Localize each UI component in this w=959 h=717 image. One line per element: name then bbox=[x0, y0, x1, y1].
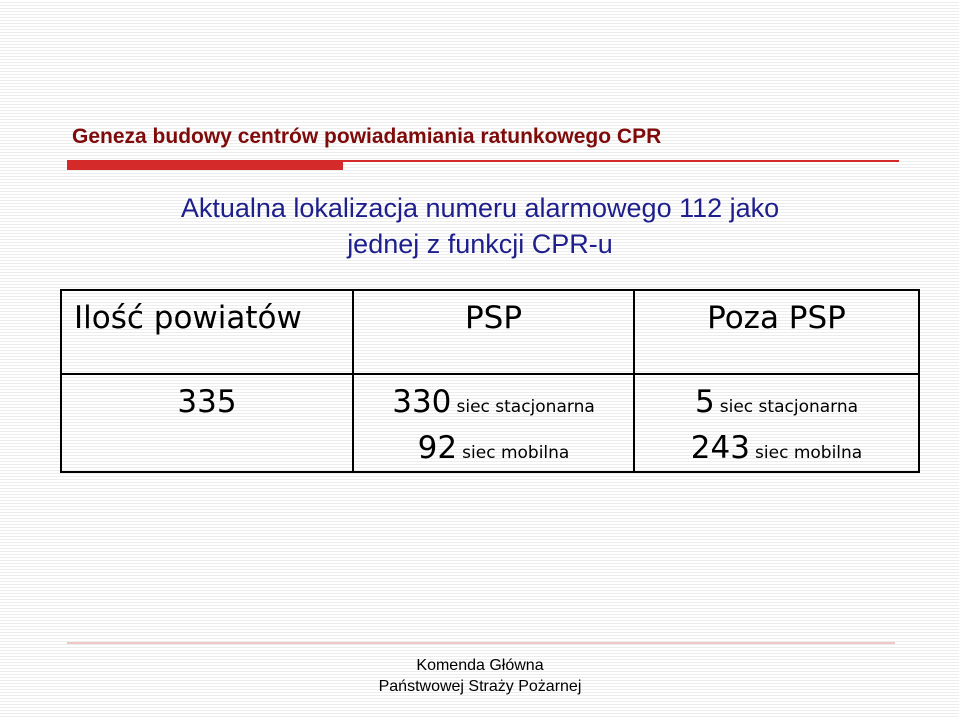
outside-mobile-line bbox=[635, 425, 918, 471]
title-underline-rule bbox=[343, 160, 899, 162]
psp-mobile-line bbox=[354, 425, 633, 471]
header-psp: PSP bbox=[353, 290, 634, 374]
outside-stationary-label: siec stacjonarna bbox=[719, 397, 859, 417]
cell-outside-psp bbox=[634, 374, 919, 472]
statistics-table bbox=[60, 289, 920, 473]
psp-mobile-label: siec mobilna bbox=[462, 443, 570, 463]
psp-mobile-value: 92 bbox=[417, 430, 458, 466]
footer-line-2: Państwowej Straży Pożarnej bbox=[378, 678, 582, 695]
footer-line-1: Komenda Główna bbox=[416, 657, 544, 674]
header-counties: Ilość powiatów bbox=[61, 290, 353, 374]
outside-mobile-label: siec mobilna bbox=[755, 443, 863, 463]
slide-subtitle bbox=[100, 190, 860, 262]
counties-value: 335 bbox=[177, 384, 237, 420]
cell-psp bbox=[353, 374, 634, 472]
title-underline-accent bbox=[67, 160, 343, 170]
table-header-row bbox=[61, 290, 919, 374]
psp-stationary-value: 330 bbox=[392, 384, 452, 420]
header-outside-psp: Poza PSP bbox=[634, 290, 919, 374]
outside-mobile-value: 243 bbox=[690, 430, 750, 466]
cell-counties bbox=[61, 374, 353, 472]
outside-stationary-line bbox=[635, 379, 918, 425]
table-data-row bbox=[61, 374, 919, 472]
outside-stationary-value: 5 bbox=[694, 384, 715, 420]
slide-title: Geneza budowy centrów powiadamiania ratunkowego CPR bbox=[72, 125, 662, 148]
subtitle-line-1: Aktualna lokalizacja numeru alarmowego 112 jako bbox=[180, 193, 780, 223]
psp-stationary-line bbox=[354, 379, 633, 425]
footer bbox=[300, 655, 660, 697]
psp-stationary-label: siec stacjonarna bbox=[456, 397, 595, 417]
footer-divider bbox=[67, 642, 895, 644]
subtitle-line-2: jednej z funkcji CPR-u bbox=[347, 229, 613, 259]
